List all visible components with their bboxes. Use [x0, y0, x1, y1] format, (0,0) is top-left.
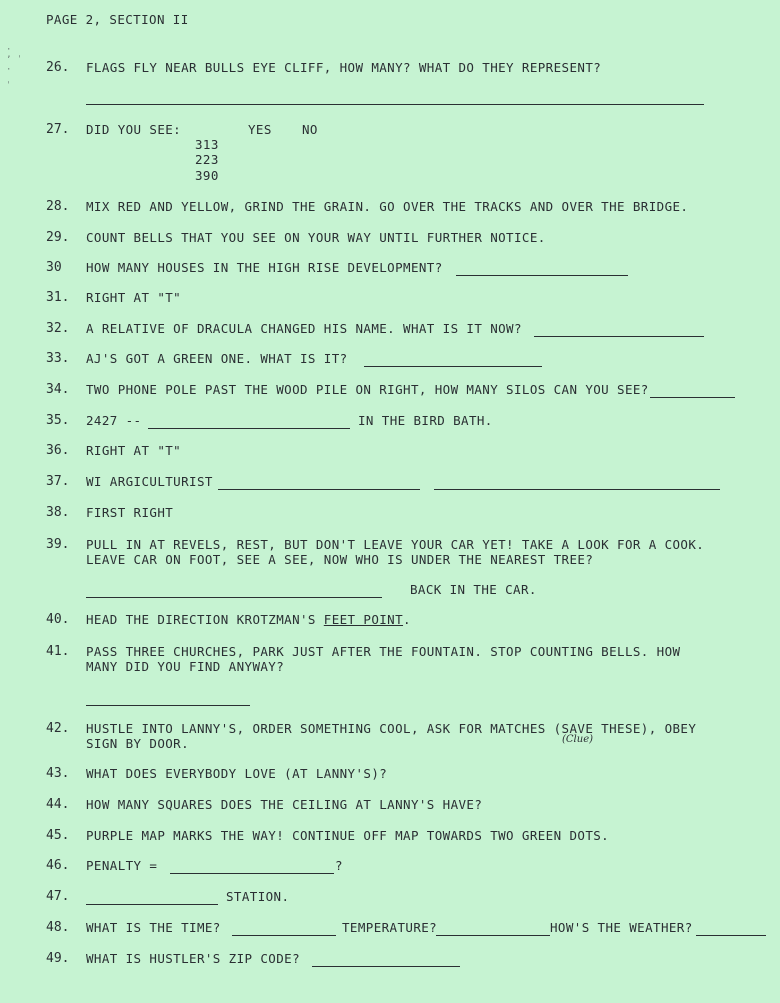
no-column-label: NO: [302, 122, 318, 137]
question-text-line-2: MANY DID YOU FIND ANYWAY?: [86, 659, 285, 674]
question-text-after: IN THE BIRD BATH.: [358, 413, 493, 428]
answer-line[interactable]: [434, 489, 720, 490]
answer-line[interactable]: [86, 597, 382, 598]
question-number: 36.: [46, 443, 70, 458]
question-number: 39.: [46, 537, 70, 552]
answer-line[interactable]: [534, 336, 704, 337]
question-number: 45.: [46, 828, 70, 843]
answer-line[interactable]: [312, 966, 460, 967]
answer-line[interactable]: [170, 873, 334, 874]
question-number: 46.: [46, 858, 70, 873]
answer-line[interactable]: [86, 705, 250, 706]
question-number: 47.: [46, 889, 70, 904]
question-text: WI ARGICULTURIST: [86, 474, 213, 489]
question-text: PENALTY =: [86, 858, 158, 873]
question-text-after: ?: [335, 858, 343, 873]
question-text: RIGHT AT "T": [86, 290, 182, 305]
question-number: 28.: [46, 199, 70, 214]
question-number: 38.: [46, 505, 70, 520]
answer-line[interactable]: [232, 935, 336, 936]
question-number: 42.: [46, 721, 70, 736]
answer-line[interactable]: [650, 397, 735, 398]
question-text: TWO PHONE POLE PAST THE WOOD PILE ON RIGHT, HOW MANY SILOS CAN YOU SEE?: [86, 382, 649, 397]
question-number: 34.: [46, 382, 70, 397]
question-text: [86, 612, 411, 627]
question-number: 29.: [46, 230, 70, 245]
question-number: 43.: [46, 766, 70, 781]
option-item: 223: [195, 152, 219, 167]
weather-label: HOW'S THE WEATHER?: [550, 920, 693, 935]
paper-speck-marks: · ʼ ˈ · ˌ: [6, 45, 23, 85]
answer-line[interactable]: [436, 935, 550, 936]
question-number: 37.: [46, 474, 70, 489]
question-text: AJ'S GOT A GREEN ONE. WHAT IS IT?: [86, 351, 348, 366]
question-text: HOW MANY SQUARES DOES THE CEILING AT LANNY'S HAVE?: [86, 797, 483, 812]
question-text: PURPLE MAP MARKS THE WAY! CONTINUE OFF MAP TOWARDS TWO GREEN DOTS.: [86, 828, 610, 843]
answer-line[interactable]: [218, 489, 420, 490]
question-text-line-2: SIGN BY DOOR.: [86, 736, 190, 751]
question-text-line-1: HUSTLE INTO LANNY'S, ORDER SOMETHING COOL, ASK FOR MATCHES (SAVE THESE), OBEY: [86, 721, 697, 736]
question-number: 30: [46, 260, 62, 275]
question-text: WHAT IS HUSTLER'S ZIP CODE?: [86, 951, 300, 966]
answer-line[interactable]: [456, 275, 628, 276]
question-number: 31.: [46, 290, 70, 305]
yes-column-label: YES: [248, 122, 272, 137]
question-text: COUNT BELLS THAT YOU SEE ON YOUR WAY UNTIL FURTHER NOTICE.: [86, 230, 546, 245]
temperature-label: TEMPERATURE?: [342, 920, 438, 935]
question-text-line-2: LEAVE CAR ON FOOT, SEE A SEE, NOW WHO IS UNDER THE NEAREST TREE?: [86, 552, 594, 567]
question-text: DID YOU SEE:: [86, 122, 182, 137]
question-text-end: .: [403, 612, 411, 627]
question-text: FLAGS FLY NEAR BULLS EYE CLIFF, HOW MANY? WHAT DO THEY REPRESENT?: [86, 60, 602, 75]
option-item: 313: [195, 137, 219, 152]
answer-line[interactable]: [86, 904, 218, 905]
handwritten-clue-note: (Clue): [562, 734, 594, 745]
question-text: RIGHT AT "T": [86, 443, 182, 458]
question-number: 49.: [46, 951, 70, 966]
question-number: 27.: [46, 122, 70, 137]
question-text: FIRST RIGHT: [86, 505, 174, 520]
answer-line[interactable]: [696, 935, 766, 936]
question-text: A RELATIVE OF DRACULA CHANGED HIS NAME. WHAT IS IT NOW?: [86, 321, 522, 336]
page-header: PAGE 2, SECTION II: [46, 12, 189, 27]
question-text-after: BACK IN THE CAR.: [410, 582, 537, 597]
question-text-line-1: PASS THREE CHURCHES, PARK JUST AFTER THE FOUNTAIN. STOP COUNTING BELLS. HOW: [86, 644, 681, 659]
question-text-after: STATION.: [226, 889, 290, 904]
answer-line[interactable]: [86, 104, 704, 105]
answer-line[interactable]: [148, 428, 350, 429]
question-text: WHAT DOES EVERYBODY LOVE (AT LANNY'S)?: [86, 766, 388, 781]
question-number: 32.: [46, 321, 70, 336]
underlined-phrase: FEET POINT: [323, 612, 404, 627]
question-number: 40.: [46, 612, 70, 627]
question-text: MIX RED AND YELLOW, GRIND THE GRAIN. GO OVER THE TRACKS AND OVER THE BRIDGE.: [86, 199, 689, 214]
question-text: 2427 --: [86, 413, 142, 428]
answer-line[interactable]: [364, 366, 542, 367]
question-text-line-1: PULL IN AT REVELS, REST, BUT DON'T LEAVE YOUR CAR YET! TAKE A LOOK FOR A COOK.: [86, 537, 705, 552]
question-number: 44.: [46, 797, 70, 812]
question-number: 35.: [46, 413, 70, 428]
question-text: HOW MANY HOUSES IN THE HIGH RISE DEVELOPMENT?: [86, 260, 443, 275]
question-number: 33.: [46, 351, 70, 366]
question-text: WHAT IS THE TIME?: [86, 920, 221, 935]
question-number: 41.: [46, 644, 70, 659]
question-number: 48.: [46, 920, 70, 935]
option-item: 390: [195, 168, 219, 183]
question-text-main: HEAD THE DIRECTION KROTZMAN'S: [86, 612, 316, 627]
question-number: 26.: [46, 60, 70, 75]
